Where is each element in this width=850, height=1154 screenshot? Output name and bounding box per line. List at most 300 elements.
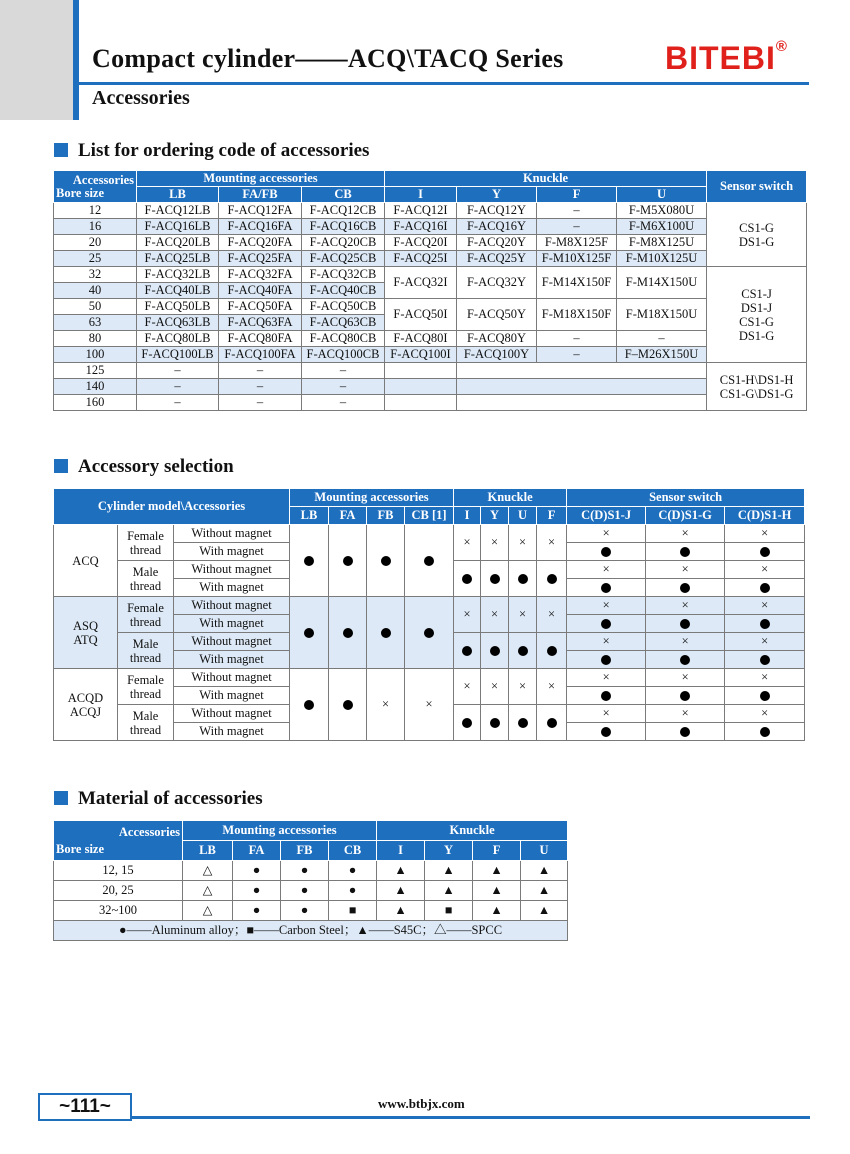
bore-size-header: Bore size [56,841,105,856]
dot-cell [290,597,329,669]
magnet-cell: Without magnet [174,525,290,543]
table-cell: 160 [54,395,137,411]
thread-cell [118,633,174,669]
material-cell: ● [281,861,329,881]
material-cell: ▲ [473,861,521,881]
table-cell: 80 [54,331,137,347]
dot-cell [481,633,509,669]
filled-dot-icon [518,646,528,656]
bore-size-header: Bore size [56,185,105,200]
page-subtitle: Accessories [92,87,190,109]
table-cell: F-ACQ20Y [457,235,537,251]
material-cell: ▲ [425,881,473,901]
mount-header: Mounting accessories [290,489,454,507]
col-cb: CB [1] [405,507,454,525]
cross-cell: × [537,525,567,561]
filled-dot-icon [304,628,314,638]
accessories-header: Accessories [118,824,180,839]
filled-dot-icon [601,547,611,557]
filled-dot-icon [760,727,770,737]
thread-cell [118,669,174,705]
col-y: Y [425,841,473,861]
thread-cell [118,561,174,597]
section-title: List for ordering code of accessories [78,140,370,161]
magnet-cell: Without magnet [174,705,290,723]
cross-cell: × [567,669,646,687]
table-cell: F-ACQ16LB [137,219,219,235]
thread-type: thread [129,578,162,593]
filled-dot-icon [381,556,391,566]
filled-dot-icon [601,691,611,701]
magnet-cell: Without magnet [174,669,290,687]
footer-rule [130,1116,810,1119]
magnet-cell: Without magnet [174,561,290,579]
table-cell: F-ACQ16CB [302,219,385,235]
col-fb: FB [367,507,405,525]
thread-type: thread [129,614,162,629]
page-title: Compact cylinder——ACQ\TACQ Series [92,44,564,73]
table-row [54,347,807,363]
table-cell: F-ACQ25FA [219,251,302,267]
table-cell: F-ACQ50CB [302,299,385,315]
dot-cell [567,651,646,669]
model-name: ACQ [72,553,99,568]
table-cell: – [537,331,617,347]
col-cds1-g: C(D)S1-G [646,507,725,525]
filled-dot-icon [547,574,557,584]
filled-dot-icon [680,655,690,665]
table-cell: F-ACQ32I [385,267,457,299]
col-u: U [521,841,568,861]
accessory-selection-table [53,488,805,741]
table-cell: F-ACQ80CB [302,331,385,347]
table-cell [385,395,457,411]
thread-type: Male [132,564,159,579]
cross-cell: × [454,669,481,705]
dot-cell [646,723,725,741]
col-cds1-h: C(D)S1-H [725,507,805,525]
table-cell: – [137,363,219,379]
knuckle-header: Knuckle [377,821,568,841]
dot-cell [481,561,509,597]
table-cell: F-ACQ20LB [137,235,219,251]
thread-type: thread [129,686,162,701]
filled-dot-icon [490,574,500,584]
table-cell: – [537,347,617,363]
filled-dot-icon [547,646,557,656]
table-cell [457,363,707,379]
cross-cell: × [725,561,805,579]
cross-cell: × [646,705,725,723]
cross-cell: × [509,525,537,561]
cross-cell: × [509,669,537,705]
sensor-line: CS1-H\DS1-H [719,372,794,387]
material-cell: ● [329,881,377,901]
section-heading-material [54,788,263,810]
table-cell: F-ACQ80LB [137,331,219,347]
model-name: ATQ [73,632,98,647]
table-cell: F-ACQ63LB [137,315,219,331]
cross-cell: × [725,633,805,651]
filled-dot-icon [518,574,528,584]
table-row [54,881,568,901]
cross-cell: × [725,525,805,543]
table-row [54,363,807,379]
filled-dot-icon [760,619,770,629]
thread-cell [118,525,174,561]
table-cell: 100 [54,347,137,363]
filled-dot-icon [462,646,472,656]
dot-cell [509,561,537,597]
material-cell: ▲ [377,881,425,901]
material-cell: ▲ [377,861,425,881]
filled-dot-icon [424,556,434,566]
table-row [54,669,805,687]
dot-cell [509,705,537,741]
filled-dot-icon [381,628,391,638]
table-row [54,203,807,219]
page-number: ~111~ [38,1093,132,1121]
dot-cell [567,615,646,633]
filled-dot-icon [424,628,434,638]
website-url: www.btbjx.com [378,1096,465,1111]
table-cell: F-ACQ100I [385,347,457,363]
table-row [54,251,807,267]
table-row [54,525,805,543]
filled-dot-icon [490,646,500,656]
sensor-header: Sensor switch [567,489,805,507]
magnet-cell: Without magnet [174,633,290,651]
table-cell [385,363,457,379]
bore-cell: 12, 15 [54,861,183,881]
dot-cell [367,525,405,597]
knuckle-header: Knuckle [454,489,567,507]
col-cb: CB [329,841,377,861]
cross-cell: × [567,525,646,543]
table-cell: F-ACQ50Y [457,299,537,331]
sensor-line: CS1-G [739,314,774,329]
dot-cell [454,633,481,669]
table-row [54,395,807,411]
table-cell: F-ACQ25Y [457,251,537,267]
material-cell: ▲ [377,901,425,921]
dot-cell [537,561,567,597]
table-cell: F-ACQ12Y [457,203,537,219]
table-cell: F-ACQ63CB [302,315,385,331]
square-bullet-icon [54,459,68,473]
table-cell: 40 [54,283,137,299]
model-name: ACQD [67,690,104,705]
cross-cell: × [537,597,567,633]
registered-mark: ® [775,38,788,55]
square-bullet-icon [54,143,68,157]
filled-dot-icon [343,700,353,710]
col-fa: FA [329,507,367,525]
col-fafb: FA/FB [219,187,302,203]
sensor-header: Sensor switch [707,171,807,203]
table-cell: F-M10X125F [537,251,617,267]
table-cell: – [537,219,617,235]
filled-dot-icon [680,619,690,629]
filled-dot-icon [760,583,770,593]
accessories-header: Accessories [72,172,134,187]
cross-cell: × [481,597,509,633]
col-i: I [385,187,457,203]
thread-type: Female [127,600,164,615]
material-cell: ▲ [521,881,568,901]
dot-cell [290,669,329,741]
table-row [54,299,807,315]
col-lb: LB [137,187,219,203]
table-cell: – [137,379,219,395]
col-y: Y [481,507,509,525]
table-cell: F-ACQ12FA [219,203,302,219]
sensor-line: DS1-J [740,300,773,315]
material-cell: ▲ [425,861,473,881]
thread-type: Female [127,672,164,687]
material-cell: ● [233,901,281,921]
dot-cell [367,597,405,669]
table-cell: F-ACQ100Y [457,347,537,363]
col-y: Y [457,187,537,203]
dot-cell [329,525,367,597]
brand-logo [665,40,788,77]
col-u: U [509,507,537,525]
dot-cell [329,669,367,741]
filled-dot-icon [343,556,353,566]
model-cell [54,597,118,669]
table-cell: F-ACQ80Y [457,331,537,347]
magnet-cell: With magnet [174,687,290,705]
cross-cell: × [646,633,725,651]
thread-type: Male [132,636,159,651]
table-cell: F-ACQ25CB [302,251,385,267]
filled-dot-icon [680,691,690,701]
table-cell: F-M10X125U [617,251,707,267]
table-cell: – [302,363,385,379]
cross-cell: × [481,669,509,705]
table-cell: F-ACQ50I [385,299,457,331]
sensor-line: CS1-G [739,220,774,235]
cross-cell: × [646,597,725,615]
filled-dot-icon [760,547,770,557]
section-title: Material of accessories [78,788,263,809]
table-cell: F-ACQ25I [385,251,457,267]
material-legend: ●——Aluminum alloy；■——Carbon Steel；▲——S45C；△——SPCC [54,921,568,941]
dot-cell [646,687,725,705]
col-fa: FA [233,841,281,861]
cross-cell: × [454,597,481,633]
cross-cell: × [537,669,567,705]
table-cell [457,395,707,411]
thread-type: Male [132,708,159,723]
table-cell: – [219,395,302,411]
filled-dot-icon [343,628,353,638]
dot-cell [567,579,646,597]
filled-dot-icon [518,718,528,728]
dot-cell [725,579,805,597]
magnet-cell: With magnet [174,723,290,741]
table-cell: 25 [54,251,137,267]
table-cell: – [302,379,385,395]
dot-cell [725,543,805,561]
material-cell: ● [233,861,281,881]
table-cell: F-M6X100U [617,219,707,235]
table-cell: F-ACQ16Y [457,219,537,235]
dot-cell [567,543,646,561]
sensor-cell [707,203,807,267]
cross-cell: × [405,669,454,741]
table-cell [457,379,707,395]
table-cell: F-M18X150F [537,299,617,331]
filled-dot-icon [547,718,557,728]
filled-dot-icon [490,718,500,728]
table-cell: F-ACQ50FA [219,299,302,315]
sensor-line: DS1-G [738,328,775,343]
table-row [54,597,805,615]
table-cell: – [617,331,707,347]
table-cell: 125 [54,363,137,379]
section-title: Accessory selection [78,456,234,477]
cross-cell: × [481,525,509,561]
dot-cell [567,687,646,705]
cross-cell: × [646,525,725,543]
col-f: F [537,187,617,203]
cross-cell: × [567,561,646,579]
sensor-line: DS1-G [738,234,775,249]
dot-cell [646,579,725,597]
filled-dot-icon [680,547,690,557]
filled-dot-icon [760,691,770,701]
col-lb: LB [183,841,233,861]
cross-cell: × [509,597,537,633]
table-cell: F-M8X125U [617,235,707,251]
thread-cell [118,597,174,633]
table-cell: F-ACQ32CB [302,267,385,283]
table-cell: F-ACQ16FA [219,219,302,235]
material-cell: ● [329,861,377,881]
dot-cell [454,561,481,597]
dot-cell [567,723,646,741]
table-row [54,331,807,347]
table-cell: F-ACQ63FA [219,315,302,331]
cross-cell: × [646,561,725,579]
dot-cell [290,525,329,597]
table-cell: 20 [54,235,137,251]
material-cell: △ [183,901,233,921]
dot-cell [329,597,367,669]
table-cell: F–M26X150U [617,347,707,363]
section-heading-ordering [54,140,369,162]
mount-header: Mounting accessories [183,821,377,841]
dot-cell [481,705,509,741]
table-cell: 140 [54,379,137,395]
table-cell: F-ACQ16I [385,219,457,235]
table-cell: 63 [54,315,137,331]
col-i: I [454,507,481,525]
col-i: I [377,841,425,861]
material-cell: ■ [329,901,377,921]
cross-cell: × [567,705,646,723]
header-rule [79,82,809,85]
material-cell: ● [233,881,281,901]
filled-dot-icon [462,574,472,584]
table-cell: F-ACQ20FA [219,235,302,251]
magnet-cell: Without magnet [174,597,290,615]
table-cell: F-ACQ20I [385,235,457,251]
table-cell: F-ACQ100FA [219,347,302,363]
dot-cell [725,687,805,705]
table-row [54,861,568,881]
sensor-cell [707,363,807,411]
material-cell: ▲ [521,861,568,881]
square-bullet-icon [54,791,68,805]
table-cell: F-ACQ32LB [137,267,219,283]
filled-dot-icon [601,655,611,665]
thread-type: Female [127,528,164,543]
table-row [54,379,807,395]
table-cell: F-ACQ80I [385,331,457,347]
table-cell: F-M14X150F [537,267,617,299]
magnet-cell: With magnet [174,651,290,669]
filled-dot-icon [680,727,690,737]
table-cell: F-ACQ40CB [302,283,385,299]
thread-cell [118,705,174,741]
model-name: ACQJ [69,704,102,719]
dot-cell [509,633,537,669]
table-cell [385,379,457,395]
sensor-line: CS1-J [741,286,772,301]
cross-cell: × [725,669,805,687]
dot-cell [405,525,454,597]
material-cell: ■ [425,901,473,921]
table-cell: F-M5X080U [617,203,707,219]
filled-dot-icon [601,619,611,629]
table-cell: 16 [54,219,137,235]
mount-header: Mounting accessories [137,171,385,187]
cross-cell: × [646,669,725,687]
table-cell: F-M18X150U [617,299,707,331]
dot-cell [454,705,481,741]
thread-type: thread [129,722,162,737]
table-cell: – [219,379,302,395]
model-header: Cylinder model\Accessories [54,489,290,525]
material-cell: ▲ [473,881,521,901]
col-fb: FB [281,841,329,861]
magnet-cell: With magnet [174,579,290,597]
table-cell: 32 [54,267,137,283]
table-cell: F-ACQ32Y [457,267,537,299]
dot-cell [646,651,725,669]
table-cell: F-ACQ50LB [137,299,219,315]
table-row [54,901,568,921]
accent-bar [73,0,79,120]
dot-cell [725,723,805,741]
material-table [53,820,568,941]
dot-cell [725,615,805,633]
col-cds1-j: C(D)S1-J [567,507,646,525]
sensor-line: CS1-G\DS1-G [719,386,794,401]
corner-header [54,821,183,861]
ordering-code-table [53,170,807,411]
material-cell: △ [183,881,233,901]
cross-cell: × [567,633,646,651]
bore-cell: 20, 25 [54,881,183,901]
filled-dot-icon [304,556,314,566]
cross-cell: × [454,525,481,561]
cross-cell: × [725,597,805,615]
table-cell: F-ACQ12I [385,203,457,219]
